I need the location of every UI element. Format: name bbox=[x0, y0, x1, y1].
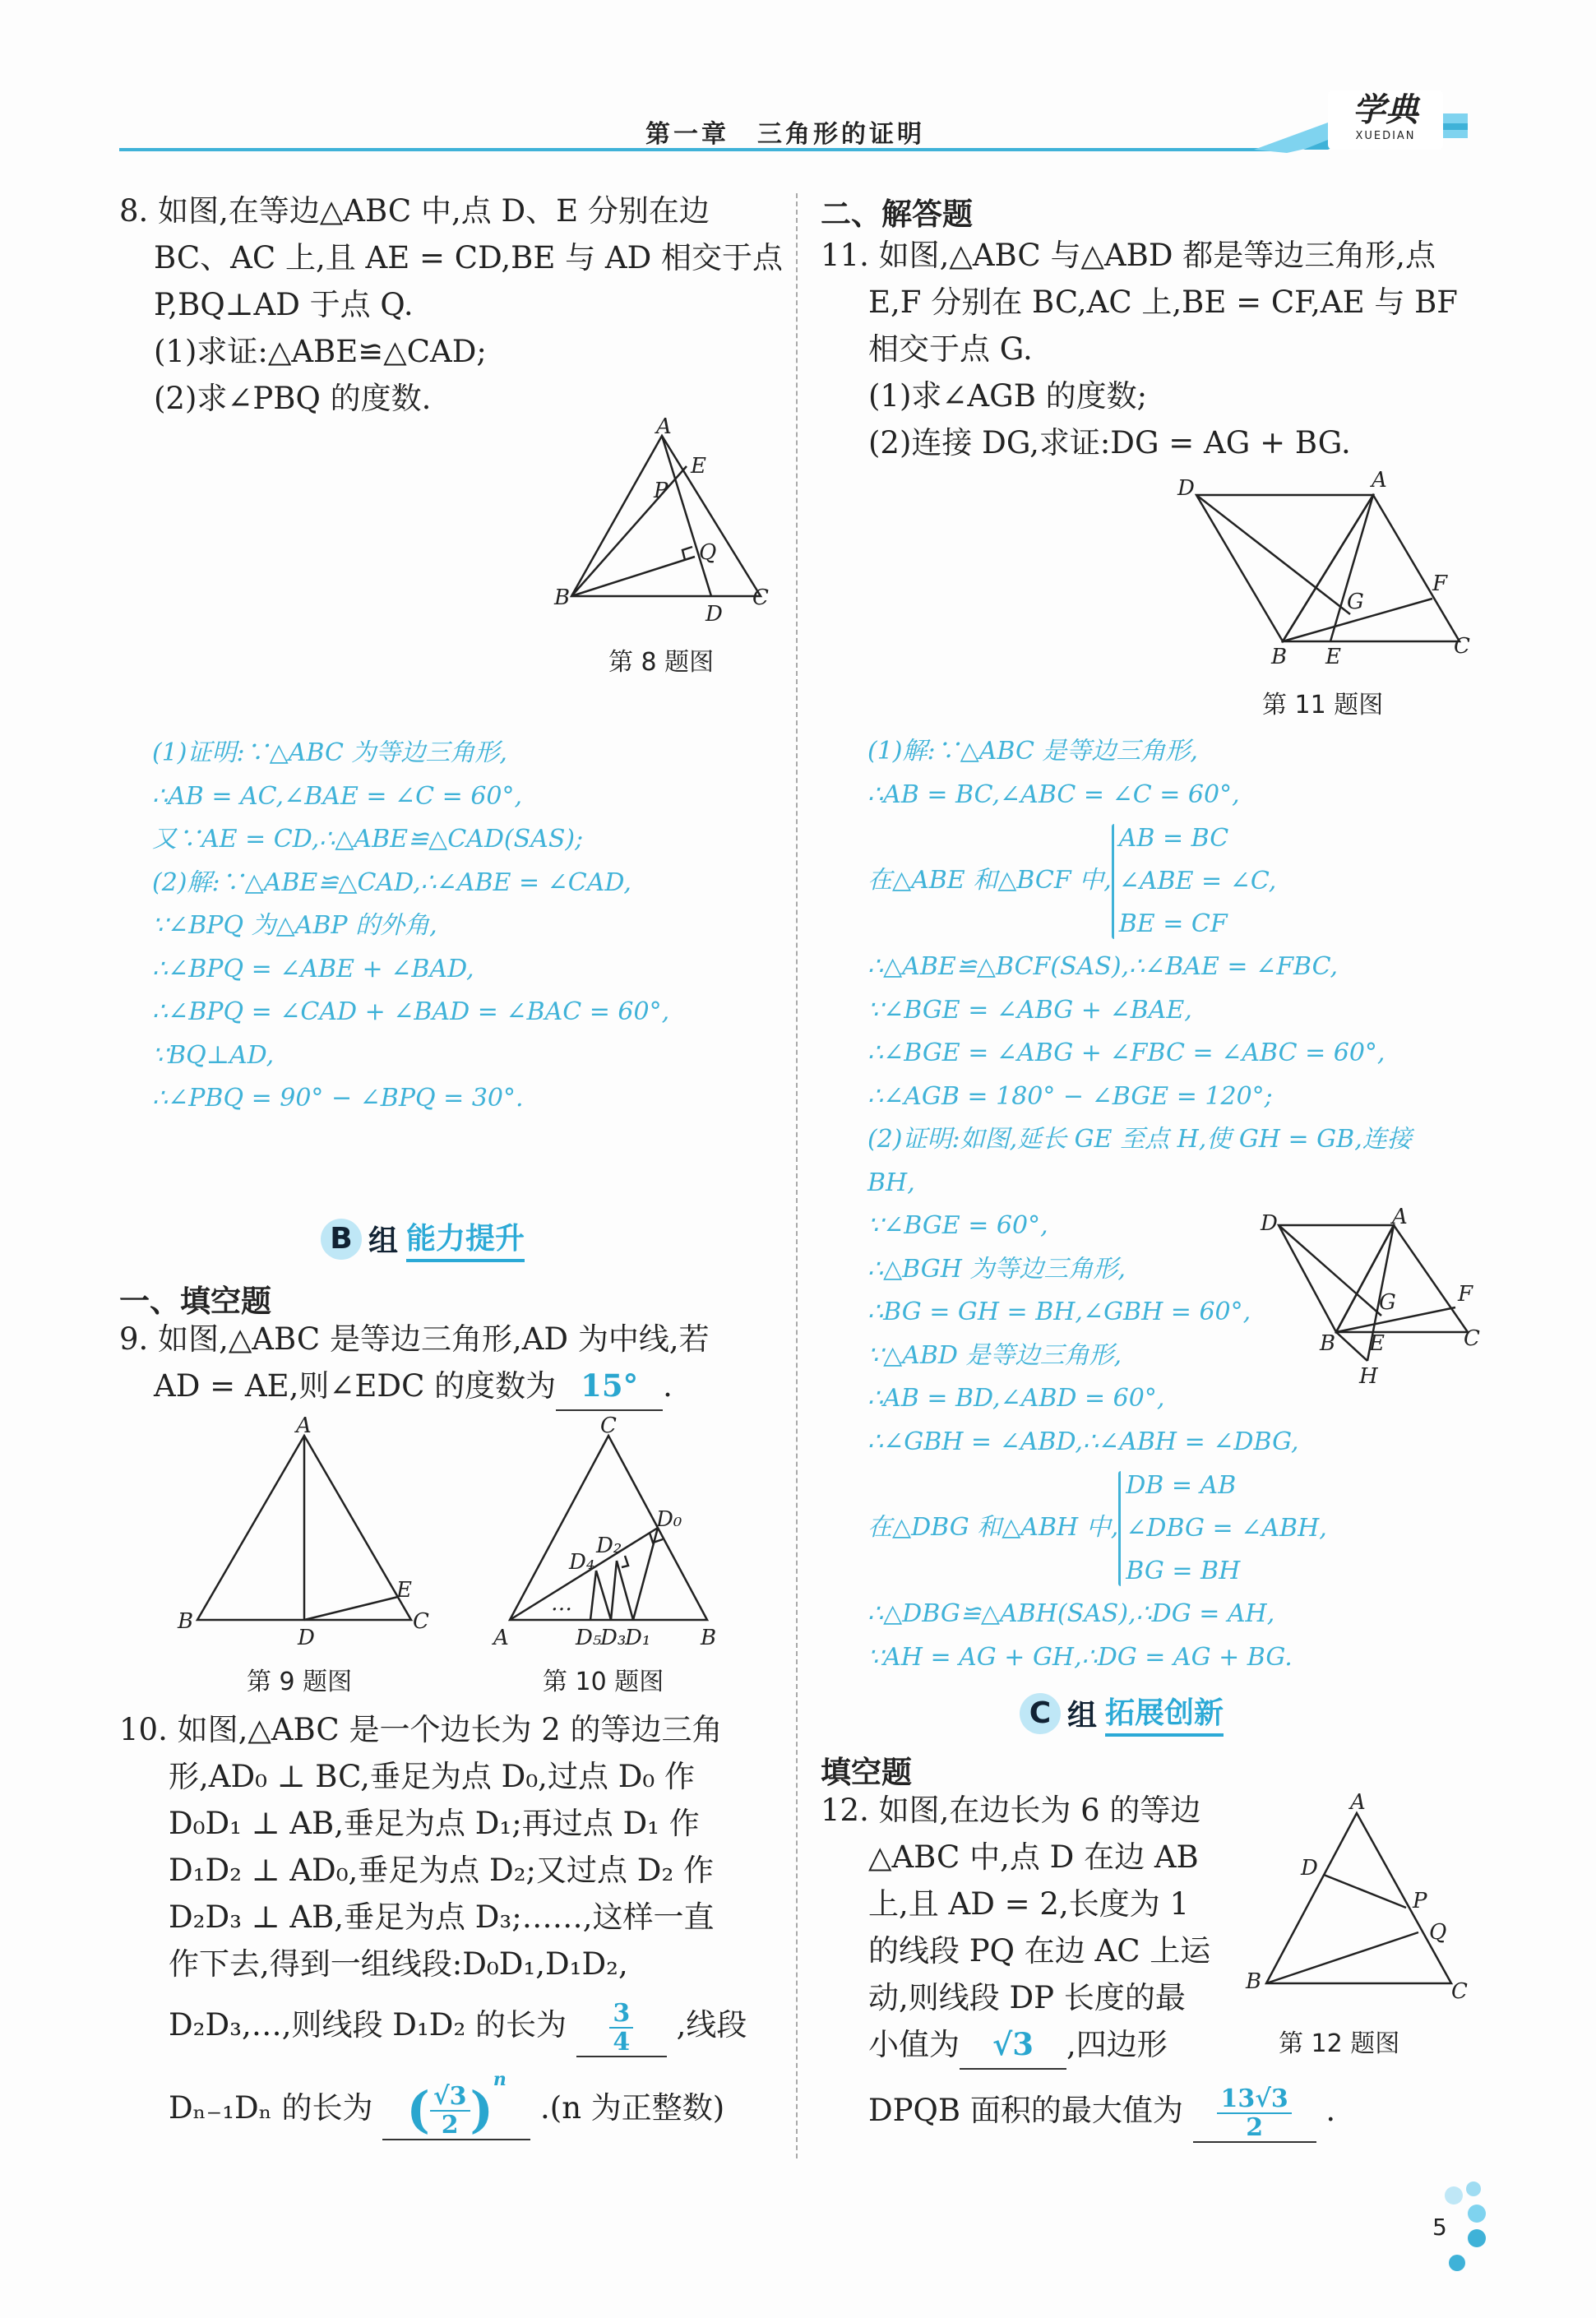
figure-q8 bbox=[543, 415, 789, 637]
q8-solution-line: ∴∠BPQ = ∠CAD + ∠BAD = ∠BAC = 60°, bbox=[152, 997, 670, 1026]
brand-sub: XUEDIAN bbox=[1355, 130, 1416, 142]
q11-solution-line: ∴∠BGE = ∠ABG + ∠FBC = ∠ABC = 60°, bbox=[867, 1039, 1386, 1067]
q10-text bbox=[119, 1706, 747, 2154]
q9-label-b: B bbox=[178, 1609, 194, 1634]
q10-segment-d4d5 bbox=[590, 1571, 596, 1620]
q10-label-dots: … bbox=[551, 1591, 572, 1616]
q8-solution-line: (2)解:∵△ABE≌△CAD,∴∠ABE = ∠CAD, bbox=[152, 868, 631, 897]
q11-system2-pre: 在△DBG 和△ABH 中, bbox=[867, 1513, 1119, 1543]
q11s-label-a: A bbox=[1392, 1205, 1408, 1229]
q8-solution-line: ∴AB = AC,∠BAE = ∠C = 60°, bbox=[152, 781, 523, 811]
q11-line: E,F 分别在 BC,AC 上,BE = CF,AE 与 BF bbox=[868, 285, 1458, 320]
header bbox=[119, 90, 1468, 156]
q11-label-c: C bbox=[1454, 634, 1470, 659]
q10-answer1-num: 3 bbox=[609, 2000, 633, 2029]
q10-label-d5: D₅ bbox=[576, 1626, 602, 1650]
q8-solution-line: (1)证明:∵△ABC 为等边三角形, bbox=[152, 738, 507, 767]
q10-line: 10. 如图,△ABC 是一个边长为 2 的等边三角 bbox=[119, 1712, 723, 1747]
q10-segment-d2d3 bbox=[611, 1561, 617, 1620]
q10-answer2-blank: ( $\frac{√3}{2}$ )$^n$ bbox=[382, 2070, 530, 2140]
figure-q10 bbox=[493, 1413, 740, 1651]
group-b-badge: B bbox=[321, 1219, 362, 1260]
q8-label-e: E bbox=[691, 454, 706, 479]
q12-line: 上,且 AD = 2,长度为 1 bbox=[868, 1886, 1190, 1922]
q11-text bbox=[821, 232, 1458, 466]
q11-solution-line: ∴AB = BC,∠ABC = ∠C = 60°, bbox=[867, 780, 1240, 809]
q11-system1-row: AB = BC bbox=[1118, 823, 1229, 853]
q11s-segment-bh bbox=[1336, 1332, 1367, 1361]
q10-label-d4: D₄ bbox=[569, 1550, 595, 1575]
q12-line7-pre: DPQB 面积的最大值为 bbox=[868, 2093, 1183, 2128]
q8-label-c: C bbox=[752, 585, 769, 610]
group-c-title: 拓展创新 bbox=[1105, 1690, 1224, 1737]
q10-label-d1: D₁ bbox=[625, 1626, 651, 1650]
q11s-label-d: D bbox=[1261, 1211, 1278, 1236]
q11-system1-brace bbox=[1112, 824, 1114, 939]
page-corner-dots bbox=[1439, 2171, 1505, 2311]
q12-label-q: Q bbox=[1429, 1920, 1447, 1945]
q10-label-b: B bbox=[701, 1626, 717, 1650]
q11-system2-row: BG = BH bbox=[1126, 1556, 1241, 1585]
q12-line7 bbox=[821, 2070, 1335, 2152]
q10-line7-post: ,线段 bbox=[676, 2007, 747, 2043]
q11-solution-line: ∵AH = AG + GH,∴DG = AG + BG. bbox=[867, 1642, 1293, 1672]
q11s-label-c: C bbox=[1464, 1326, 1480, 1351]
brand-name: 学典 bbox=[1353, 90, 1418, 129]
group-c-badge: C bbox=[1020, 1693, 1061, 1734]
q9-caption: 第 9 题图 bbox=[247, 1668, 353, 1696]
group-c-word: 组 bbox=[1067, 1699, 1098, 1733]
q12-answer2 bbox=[1217, 2085, 1291, 2141]
q11s-label-f: F bbox=[1458, 1282, 1473, 1307]
q8-label-q: Q bbox=[699, 540, 717, 565]
q12-label-a: A bbox=[1350, 1790, 1366, 1815]
q8-label-p: P bbox=[654, 479, 668, 503]
q9-line2 bbox=[119, 1363, 710, 1411]
q11-solution-line: (2)证明:如图,延长 GE 至点 H,使 GH = GB,连接 bbox=[867, 1125, 1412, 1154]
q11s-triangle-abc bbox=[1336, 1225, 1468, 1332]
q12-label-d: D bbox=[1301, 1856, 1318, 1881]
q9-line2-post: . bbox=[663, 1368, 673, 1404]
q12-line: 12. 如图,在边长为 6 的等边 bbox=[821, 1793, 1201, 1828]
q11-segment-ae bbox=[1330, 495, 1373, 641]
q12-line: 的线段 PQ 在边 AC 上运 bbox=[868, 1933, 1211, 1969]
q10-answer1-den: 4 bbox=[613, 2027, 631, 2057]
q8-solution-line: ∴∠BPQ = ∠ABE + ∠BAD, bbox=[152, 954, 474, 983]
figure-q11-solution bbox=[1254, 1205, 1480, 1390]
q11-solution-line: ∵∠BGE = ∠ABG + ∠BAE, bbox=[867, 995, 1192, 1025]
q11-label-d: D bbox=[1177, 476, 1195, 501]
q8-label-b: B bbox=[554, 585, 571, 610]
q11-label-e: E bbox=[1325, 645, 1341, 669]
group-c-heading bbox=[1020, 1690, 1224, 1737]
q8-line: (2)求∠PBQ 的度数. bbox=[154, 381, 432, 416]
q11s-label-h: H bbox=[1359, 1364, 1378, 1389]
q11-solution-line: ∵△ABD 是等边三角形, bbox=[867, 1340, 1122, 1370]
q11-system2-brace bbox=[1118, 1471, 1121, 1586]
q11-system2-body bbox=[1126, 1464, 1327, 1593]
q8-line: (1)求证:△ABE≌△CAD; bbox=[154, 334, 487, 369]
q8-line: P,BQ⊥AD 于点 Q. bbox=[154, 287, 414, 322]
chapter-title: 第一章 三角形的证明 bbox=[645, 120, 925, 149]
q9-line1: 9. 如图,△ABC 是等边三角形,AD 为中线,若 bbox=[119, 1321, 710, 1357]
q12-answer2-blank bbox=[1193, 2085, 1316, 2143]
section-solve: 二、解答题 bbox=[821, 197, 973, 232]
q8-solution-line: ∵∠BPQ 为△ABP 的外角, bbox=[152, 911, 437, 940]
q12-line6 bbox=[821, 2021, 1335, 2070]
q11-label-g: G bbox=[1347, 590, 1364, 614]
q8-caption: 第 8 题图 bbox=[608, 648, 715, 677]
q8-triangle-abc bbox=[571, 436, 761, 596]
q12-answer1: √3 bbox=[960, 2021, 1066, 2070]
q10-label-c: C bbox=[600, 1413, 617, 1438]
q9-segment-de bbox=[304, 1597, 398, 1620]
q11-label-a: A bbox=[1372, 468, 1387, 493]
q10-line: 作下去,得到一组线段:D₀D₁,D₁D₂, bbox=[169, 1946, 628, 1982]
q9-label-d: D bbox=[298, 1626, 315, 1650]
q10-line8-post: .(n 为正整数) bbox=[540, 2090, 725, 2126]
column-divider bbox=[796, 193, 798, 2158]
q10-line: D₂D₃ ⊥ AB,垂足为点 D₃;……,这样一直 bbox=[169, 1899, 715, 1935]
section-fill-blank-c: 填空题 bbox=[821, 1755, 912, 1790]
q10-answer1-blank bbox=[576, 2000, 667, 2057]
q11-solution-line: ∴△DBG≌△ABH(SAS),∴DG = AH, bbox=[867, 1599, 1275, 1628]
q11-solution-line: (1)解:∵△ABC 是等边三角形, bbox=[867, 737, 1198, 766]
q11-segment-dg bbox=[1196, 495, 1350, 614]
page-number: 5 bbox=[1432, 2214, 1447, 2241]
q8-line: 8. 如图,在等边△ABC 中,点 D、E 分别在边 bbox=[119, 193, 710, 229]
q9-label-c: C bbox=[413, 1609, 429, 1634]
q12-line7-post: . bbox=[1325, 2093, 1336, 2128]
q10-right-angle-mark bbox=[622, 1556, 628, 1567]
q11-triangle-abd bbox=[1196, 495, 1373, 641]
q8-solution-line: 又∵AE = CD,∴△ABE≌△CAD(SAS); bbox=[152, 825, 584, 854]
q11-line: 相交于点 G. bbox=[868, 331, 1033, 367]
q8-solution-line: ∴∠PBQ = 90° − ∠BPQ = 30°. bbox=[152, 1084, 524, 1113]
q10-line7 bbox=[119, 1987, 747, 2063]
q9-line2-pre: AD = AE,则∠EDC 的度数为 bbox=[154, 1368, 557, 1404]
q8-label-a: A bbox=[656, 414, 672, 439]
q11-label-b: B bbox=[1271, 645, 1288, 669]
q12-line: △ABC 中,点 D 在边 AB bbox=[868, 1839, 1199, 1875]
q11-caption: 第 11 题图 bbox=[1262, 691, 1384, 719]
q12-line: 动,则线段 DP 长度的最 bbox=[868, 1980, 1186, 2015]
q11-line: (1)求∠AGB 的度数; bbox=[868, 378, 1148, 414]
q8-text bbox=[119, 187, 783, 422]
group-b-title: 能力提升 bbox=[406, 1215, 525, 1262]
q11-solution-line: ∴AB = BD,∠ABD = 60°, bbox=[867, 1384, 1165, 1413]
q10-answer2-num: √3 bbox=[430, 2083, 470, 2112]
q11-solution-line: ∴△BGH 为等边三角形, bbox=[867, 1254, 1126, 1284]
q11-solution-line: BH, bbox=[867, 1168, 915, 1197]
q11-line: 11. 如图,△ABC 与△ABD 都是等边三角形,点 bbox=[821, 238, 1436, 273]
q10-segment-d3d4 bbox=[596, 1571, 611, 1620]
q10-label-a: A bbox=[493, 1626, 509, 1650]
q9-label-a: A bbox=[296, 1413, 312, 1438]
figure-q9 bbox=[173, 1413, 444, 1651]
q11-solution-line: ∴△ABE≌△BCF(SAS),∴∠BAE = ∠FBC, bbox=[867, 952, 1339, 981]
q9-text bbox=[119, 1316, 710, 1411]
q10-label-d3: D₃ bbox=[600, 1626, 627, 1650]
q12-label-b: B bbox=[1246, 1969, 1262, 1994]
q10-line8-pre: Dₙ₋₁Dₙ 的长为 bbox=[169, 2090, 373, 2126]
figure-q12 bbox=[1233, 1790, 1480, 2015]
group-b-heading bbox=[321, 1215, 525, 1262]
q11-triangle-abc bbox=[1283, 495, 1460, 641]
q11-solution-line: ∴BG = GH = BH,∠GBH = 60°, bbox=[867, 1298, 1251, 1326]
q11-label-f: F bbox=[1432, 571, 1448, 596]
q10-answer2 bbox=[430, 2083, 470, 2139]
q11s-label-g: G bbox=[1379, 1290, 1396, 1315]
q11s-label-e: E bbox=[1369, 1331, 1385, 1356]
q11-system2-row: ∠DBG = ∠ABH, bbox=[1126, 1513, 1327, 1543]
q8-label-d: D bbox=[705, 602, 723, 627]
q11s-label-b: B bbox=[1320, 1331, 1336, 1356]
q12-answer2-num: 13√3 bbox=[1217, 2085, 1291, 2114]
q10-line8 bbox=[119, 2063, 747, 2154]
q11-system1-body bbox=[1119, 817, 1277, 946]
q11-system1-pre: 在△ABE 和△BCF 中, bbox=[867, 866, 1112, 895]
q11-line: (2)连接 DG,求证:DG = AG + BG. bbox=[868, 425, 1351, 460]
q10-answer2-exp: n bbox=[493, 2069, 507, 2090]
q12-caption: 第 12 题图 bbox=[1279, 2029, 1400, 2058]
q8-line: BC、AC 上,且 AE = CD,BE 与 AD 相交于点 bbox=[154, 240, 784, 275]
q12-label-c: C bbox=[1451, 1979, 1468, 2004]
q11-solution-line: ∴∠AGB = 180° − ∠BGE = 120°; bbox=[867, 1081, 1273, 1111]
q8-solution-line: ∵BQ⊥AD, bbox=[152, 1040, 275, 1070]
q10-segment-d1d2 bbox=[617, 1561, 633, 1620]
q11-solution-line: ∵∠BGE = 60°, bbox=[867, 1211, 1048, 1240]
q11-system1 bbox=[867, 817, 1412, 946]
q12-line6-pre: 小值为 bbox=[868, 2027, 960, 2062]
q10-line: D₀D₁ ⊥ AB,垂足为点 D₁;再过点 D₁ 作 bbox=[169, 1806, 700, 1841]
q11-solution-line: ∴∠GBH = ∠ABD,∴∠ABH = ∠DBG, bbox=[867, 1427, 1299, 1456]
q10-label-d2: D₂ bbox=[596, 1534, 622, 1558]
q9-answer: 15° bbox=[556, 1363, 663, 1411]
figure-q11 bbox=[1168, 462, 1480, 668]
q11-system1-row: ∠ABE = ∠C, bbox=[1118, 866, 1277, 895]
q10-line: D₁D₂ ⊥ AD₀,垂足为点 D₂;又过点 D₂ 作 bbox=[169, 1853, 715, 1888]
q10-line: 形,AD₀ ⊥ BC,垂足为点 D₀,过点 D₀ 作 bbox=[169, 1759, 695, 1794]
q11s-segment-dg bbox=[1279, 1225, 1381, 1316]
q9-label-e: E bbox=[396, 1578, 412, 1603]
q10-answer1 bbox=[609, 2000, 633, 2056]
q11-system1-row: BE = CF bbox=[1118, 909, 1228, 938]
q11-system2-row: DB = AB bbox=[1126, 1470, 1237, 1500]
group-b-word: 组 bbox=[368, 1224, 399, 1258]
q10-label-d0: D₀ bbox=[656, 1507, 682, 1532]
q10-line7-pre: D₂D₃,…,则线段 D₁D₂ 的长为 bbox=[169, 2007, 567, 2043]
q11-solution bbox=[867, 730, 1412, 1679]
q12-line6-post: ,四边形 bbox=[1066, 2027, 1168, 2062]
brand-logo bbox=[1328, 90, 1443, 150]
q10-answer2-den: 2 bbox=[441, 2110, 459, 2140]
section-fill-blank: 一、填空题 bbox=[119, 1284, 271, 1319]
q10-caption: 第 10 题图 bbox=[543, 1668, 664, 1696]
q8-solution bbox=[152, 732, 669, 1121]
q11-system2 bbox=[867, 1464, 1412, 1593]
q12-label-p: P bbox=[1413, 1889, 1427, 1913]
q12-answer2-den: 2 bbox=[1246, 2112, 1264, 2142]
